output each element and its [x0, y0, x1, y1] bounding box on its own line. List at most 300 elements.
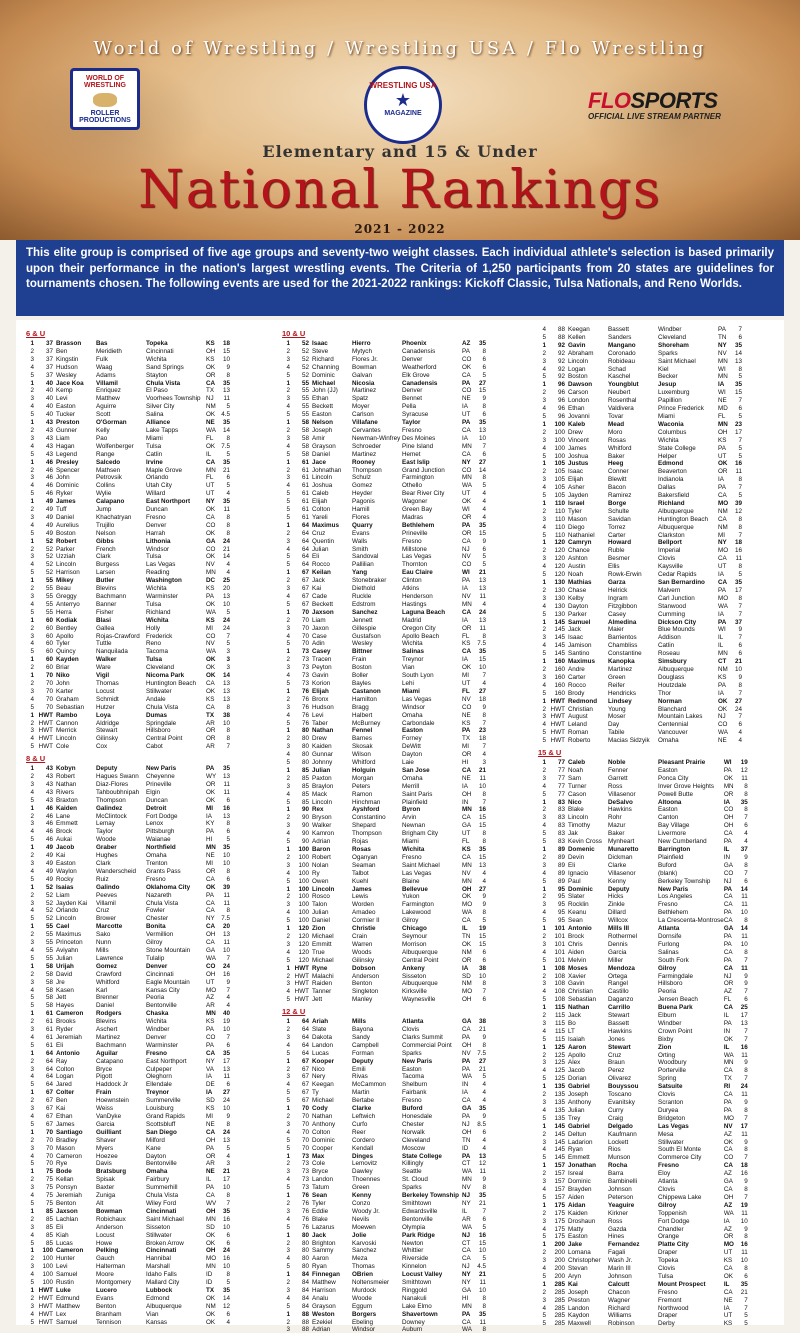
cell-last-name: Robinson: [608, 1320, 635, 1328]
cell-state: PA: [462, 1057, 471, 1065]
ranking-row: [24, 1184, 230, 1192]
cell-rank: 2: [30, 1097, 34, 1105]
cell-points: 27: [478, 885, 486, 893]
cell-last-name: Fennel: [352, 727, 373, 735]
cell-last-name: Blewitt: [608, 476, 627, 484]
cell-state: IA: [718, 381, 725, 389]
cell-city: Kirksville: [402, 988, 427, 996]
cell-weight: 70: [45, 1152, 53, 1160]
cell-state: IN: [723, 1027, 731, 1035]
cell-first-name: Isaac: [568, 468, 584, 476]
cell-rank: 2: [542, 972, 546, 980]
cell-first-name: Benton: [56, 1199, 76, 1207]
cell-state: IA: [462, 656, 468, 664]
cell-city: Norwalk: [402, 1128, 425, 1136]
cell-first-name: Jeremiah: [56, 1192, 82, 1200]
cell-points: 14: [222, 672, 230, 680]
rankings-body: [16, 320, 784, 1334]
ranking-row: [280, 451, 486, 459]
ranking-row: [280, 514, 486, 522]
cell-rank: 5: [542, 492, 546, 500]
cell-weight: 61: [301, 458, 309, 466]
cell-last-name: Williams: [608, 1312, 632, 1320]
cell-last-name: Windsor: [352, 1326, 376, 1334]
cell-state: IA: [462, 403, 468, 411]
cell-points: 16: [478, 806, 486, 814]
cell-state: CA: [206, 923, 216, 931]
cell-state: CA: [462, 371, 471, 379]
cell-last-name: Curry: [608, 1106, 624, 1114]
cell-points: 10: [740, 940, 748, 948]
cell-points: 8: [744, 782, 748, 790]
cell-city: Denver: [402, 355, 423, 363]
cell-points: 15: [478, 387, 486, 395]
cell-first-name: Tyler: [568, 507, 582, 515]
cell-first-name: Adrian: [312, 1326, 331, 1334]
cell-rank: 3: [286, 901, 290, 909]
ranking-row: [536, 901, 748, 909]
cell-first-name: Mack: [312, 790, 328, 798]
cell-rank: 3: [30, 355, 34, 363]
cell-last-name: Schad: [608, 365, 626, 373]
cell-points: 14: [222, 553, 230, 561]
ranking-row: [280, 1097, 486, 1105]
cell-state: MN: [206, 1263, 216, 1271]
cell-first-name: Julian: [312, 909, 329, 917]
cell-city: Wichita: [658, 436, 679, 444]
cell-first-name: Ignacio: [568, 869, 589, 877]
cell-state: MI: [206, 804, 213, 812]
cell-first-name: Kingstin: [56, 355, 79, 363]
cell-state: OK: [206, 553, 216, 561]
cell-city: Crown Point: [658, 1027, 693, 1035]
cell-weight: 76: [301, 711, 309, 719]
cell-rank: 3: [542, 555, 546, 563]
cell-first-name: Kevin Cross: [568, 838, 602, 846]
cell-weight: 95: [557, 885, 565, 893]
cell-rank: 1: [542, 964, 546, 972]
cell-first-name: Ethan: [56, 1113, 73, 1120]
cell-last-name: Aschert: [96, 1026, 118, 1034]
cell-state: PA: [723, 1019, 732, 1027]
ranking-row: [536, 1099, 748, 1107]
cell-last-name: Helrick: [608, 586, 628, 594]
ranking-row: [536, 996, 748, 1004]
ranking-row: [24, 640, 230, 648]
cell-rank: 4: [542, 1146, 546, 1154]
cell-points: 38: [478, 964, 486, 972]
page-title: National Rankings: [138, 160, 662, 220]
cell-rank: 5: [286, 490, 290, 498]
cell-first-name: Hunter: [56, 1255, 75, 1263]
cell-state: OH: [206, 970, 216, 978]
cell-last-name: Bouyssou: [608, 1083, 639, 1091]
cell-city: Woodbury: [658, 1059, 687, 1067]
ranking-row: [24, 522, 230, 530]
cell-state: PA: [718, 444, 726, 452]
cell-last-name: Range: [96, 450, 115, 458]
cell-weight: 92: [557, 357, 565, 365]
cell-points: 15: [734, 389, 742, 397]
cell-rank: 1: [286, 687, 290, 695]
cell-first-name: Tracen: [312, 656, 332, 664]
cell-first-name: Baron: [312, 846, 331, 853]
cell-city: Canadensis: [402, 347, 436, 355]
cell-first-name: Moses: [568, 964, 588, 972]
cell-points: 5: [738, 571, 742, 579]
ranking-row: [24, 680, 230, 688]
cell-first-name: Jace Koa: [56, 379, 84, 387]
cell-last-name: Sandy: [352, 1033, 370, 1041]
cell-points: 7: [738, 610, 742, 618]
cell-first-name: Jace: [312, 458, 327, 466]
cell-state: OH: [462, 1041, 472, 1049]
cell-weight: 145: [554, 634, 565, 642]
cell-points: 4: [482, 600, 486, 608]
cell-state: KS: [206, 585, 215, 593]
ranking-row: [24, 625, 230, 633]
cell-weight: 67: [301, 1097, 309, 1105]
ranking-row: [24, 538, 230, 546]
cell-points: 40: [222, 1010, 230, 1018]
cell-city: Richland: [146, 608, 171, 616]
season-label: 2021 - 2022: [354, 222, 446, 236]
cell-last-name: Johnson: [608, 1185, 632, 1193]
cell-city: Farmingdale: [658, 972, 693, 980]
cell-city: Brigham City: [402, 830, 439, 838]
cell-points: 6: [226, 796, 230, 804]
cell-city: Tacoma: [402, 1073, 425, 1081]
cell-first-name: Kaiden: [568, 1209, 588, 1217]
cell-weight: 43: [45, 773, 53, 781]
cell-rank: 5: [286, 1049, 290, 1057]
cell-city: Kansas: [146, 1318, 168, 1326]
cell-rank: 4: [542, 326, 546, 333]
ranking-row: [536, 658, 742, 666]
cell-rank: 5: [30, 1081, 34, 1089]
cell-first-name: Max: [312, 1152, 325, 1160]
cell-last-name: Hawkins: [608, 1027, 632, 1035]
cell-city: Central Point: [402, 956, 439, 964]
cell-points: 35: [734, 341, 742, 349]
cell-points: 8: [482, 1184, 486, 1192]
cell-rank: 3: [542, 713, 546, 721]
ranking-row: [280, 593, 486, 601]
cell-state: GA: [462, 1105, 472, 1113]
cell-weight: 285: [554, 1288, 565, 1296]
cell-first-name: Hagan: [56, 442, 75, 450]
cell-rank: 3: [542, 476, 546, 484]
cell-rank: 3: [542, 594, 546, 602]
ranking-row: [536, 516, 742, 524]
cell-state: KS: [206, 616, 215, 624]
cell-points: 6: [226, 474, 230, 482]
ranking-row: [280, 633, 486, 641]
cell-rank: 2: [286, 1026, 290, 1034]
cell-last-name: Davis: [96, 1160, 112, 1168]
cell-weight: 100: [298, 885, 309, 893]
cell-points: 6: [482, 1215, 486, 1223]
cell-last-name: Jump: [96, 506, 112, 514]
cell-weight: 108: [554, 980, 565, 988]
cell-state: OR: [206, 1152, 216, 1160]
cell-rank: 2: [542, 1012, 546, 1020]
cell-state: OH: [206, 1136, 216, 1144]
ranking-row: [280, 1184, 486, 1192]
cell-city: Imperial: [658, 547, 681, 555]
cell-state: KS: [462, 640, 471, 648]
cell-city: Tulsa: [146, 442, 162, 450]
cell-state: IL: [718, 642, 724, 650]
cell-rank: 1: [286, 885, 290, 893]
cell-state: NE: [206, 852, 215, 860]
cell-rank: 1: [286, 569, 290, 577]
cell-last-name: Khachatryan: [96, 513, 132, 521]
cell-first-name: Kaiden: [312, 743, 332, 751]
cell-city: Moscow: [402, 1144, 426, 1152]
cell-points: 11: [741, 901, 748, 909]
cell-first-name: Sean: [568, 917, 583, 925]
cell-city: Kane: [146, 1144, 161, 1152]
cell-weight: 67: [45, 1120, 53, 1128]
cell-city: Kaysville: [658, 563, 683, 571]
cell-last-name: Eggum: [352, 1302, 372, 1310]
cell-points: 8: [482, 909, 486, 917]
cell-weight: 46: [45, 490, 53, 498]
cell-last-name: Sanders: [608, 333, 632, 341]
cell-points: 10: [740, 1217, 748, 1225]
cell-weight: 95: [557, 893, 565, 901]
cell-weight: 46: [45, 458, 53, 466]
cell-first-name: Owen: [312, 877, 329, 885]
cell-state: OR: [462, 529, 472, 537]
cell-state: WA: [462, 1168, 472, 1176]
cell-rank: 3: [286, 1073, 290, 1081]
cell-last-name: VanDyke: [96, 1113, 122, 1120]
cell-points: 7.5: [221, 915, 230, 923]
cell-last-name: Sako: [96, 931, 111, 939]
cell-first-name: Elijah: [568, 476, 584, 484]
cell-weight: 70: [45, 1144, 53, 1152]
ranking-row: [24, 1240, 230, 1248]
cell-city: Dornsife: [658, 932, 682, 940]
cell-first-name: Lucas: [56, 1239, 73, 1247]
cell-rank: 4: [542, 822, 546, 830]
cell-rank: 2: [30, 931, 34, 939]
cell-points: 7.5: [477, 640, 486, 648]
cell-state: MO: [723, 1241, 734, 1249]
cell-points: 4: [738, 729, 742, 737]
ranking-row: [536, 838, 748, 846]
cell-first-name: Austin: [568, 563, 586, 571]
ranking-row: [536, 437, 742, 445]
ranking-row: [24, 482, 230, 490]
cell-last-name: Ruckle: [352, 593, 372, 600]
cell-last-name: Blevins: [96, 1018, 117, 1026]
cell-rank: 3: [542, 1059, 546, 1067]
cell-weight: 52: [301, 347, 309, 355]
ranking-row: [536, 870, 748, 878]
cell-points: 5: [482, 561, 486, 569]
cell-last-name: Fitzgibbon: [608, 602, 638, 610]
ranking-row: [536, 366, 742, 374]
cell-last-name: Ruble: [608, 547, 625, 555]
cell-city: Stayton: [146, 371, 168, 379]
cell-points: 8: [738, 563, 742, 571]
cell-first-name: Droshaun: [568, 1217, 596, 1225]
cell-last-name: Frain: [352, 656, 367, 664]
cell-points: 4: [482, 1144, 486, 1152]
cell-last-name: Tabile: [608, 729, 625, 737]
cell-state: NJ: [462, 1263, 470, 1271]
cell-state: NV: [462, 1049, 471, 1057]
cell-first-name: Gavin: [312, 672, 329, 680]
cell-last-name: Branham: [96, 1310, 122, 1318]
cell-city: Elgin: [146, 788, 161, 796]
cell-points: 24: [222, 624, 230, 632]
cell-weight: 85: [45, 1223, 53, 1231]
cell-first-name: Deltun: [568, 1130, 587, 1138]
cell-first-name: Lincoln: [568, 357, 588, 365]
ranking-row: [280, 664, 486, 672]
cell-weight: 145: [554, 626, 565, 634]
cell-first-name: Harrison: [56, 569, 80, 577]
cell-state: WA: [718, 602, 728, 610]
logo-center-line2: MAGAZINE: [384, 110, 422, 117]
cell-rank: 5: [30, 529, 34, 537]
cell-state: CO: [206, 545, 216, 553]
cell-weight: HWT: [294, 980, 309, 988]
cell-weight: 130: [554, 586, 565, 594]
cell-weight: 100: [554, 436, 565, 444]
cell-weight: 135: [554, 1091, 565, 1099]
cell-last-name: Lewis: [352, 893, 369, 901]
cell-weight: 55: [45, 923, 53, 931]
cell-city: Beaverton: [658, 468, 687, 476]
cell-state: OK: [206, 600, 216, 608]
cell-first-name: Maximus: [568, 658, 595, 666]
cell-first-name: Cason: [568, 790, 587, 798]
cell-weight: 58: [45, 970, 53, 978]
cell-points: 10: [478, 972, 486, 980]
cell-city: Hannibal: [146, 1255, 171, 1263]
cell-rank: 5: [542, 452, 546, 460]
cell-weight: 70: [301, 640, 309, 648]
cell-rank: 1: [542, 697, 546, 705]
cell-points: 11: [223, 506, 230, 514]
ranking-row: [536, 933, 748, 941]
cell-weight: 175: [554, 1209, 565, 1217]
cell-rank: 5: [286, 1302, 290, 1310]
logo-left-line1: WORLD OF WRESTLING: [84, 75, 126, 89]
cell-city: Auburn: [402, 1326, 423, 1334]
cell-state: OK: [206, 672, 216, 680]
cell-rank: 1: [286, 766, 290, 774]
cell-weight: 73: [301, 1160, 309, 1168]
cell-state: OR: [206, 371, 216, 379]
cell-rank: 2: [542, 705, 546, 713]
cell-rank: 5: [542, 571, 546, 579]
ranking-row: [536, 1178, 748, 1186]
cell-first-name: Princeton: [56, 939, 83, 947]
cell-rank: 1: [542, 885, 546, 893]
cell-rank: 2: [286, 1113, 290, 1120]
cell-rank: 2: [286, 1279, 290, 1287]
ranking-row: [536, 1020, 748, 1028]
cell-rank: 3: [542, 1138, 546, 1146]
cell-last-name: Bassett: [608, 1019, 629, 1027]
cell-points: 10: [478, 434, 486, 442]
ranking-row: [24, 1081, 230, 1089]
cell-first-name: Rye: [56, 1160, 68, 1168]
cell-first-name: Aiden: [568, 1193, 585, 1201]
cell-state: ID: [206, 1279, 213, 1287]
ranking-row: [536, 539, 742, 547]
cell-points: 5: [226, 640, 230, 648]
cell-points: 17: [222, 1057, 230, 1065]
cell-weight: 52: [45, 883, 53, 891]
cell-state: PA: [206, 1026, 214, 1034]
cell-weight: 105: [554, 476, 565, 484]
cell-last-name: Curfo: [352, 1120, 368, 1128]
cell-rank: 2: [30, 1255, 34, 1263]
ranking-row: [280, 878, 486, 886]
cell-last-name: Nevils: [352, 1215, 370, 1223]
cell-first-name: Kaydon: [568, 1312, 590, 1320]
cell-rank: 3: [30, 1026, 34, 1034]
cell-rank: 5: [286, 956, 290, 964]
cell-rank: 3: [286, 743, 290, 751]
cell-last-name: Deputy: [96, 765, 118, 773]
cell-rank: 3: [286, 1120, 290, 1128]
cell-weight: 100: [298, 893, 309, 901]
cell-first-name: Dorian: [568, 1075, 587, 1083]
cell-last-name: Dennis: [608, 940, 628, 948]
cell-points: 16: [222, 970, 230, 978]
cell-weight: 160: [554, 673, 565, 681]
cell-weight: 77: [557, 782, 565, 790]
intro-banner: [16, 240, 784, 316]
cell-first-name: Rocco: [568, 681, 586, 689]
cell-rank: 4: [286, 711, 290, 719]
cell-rank: 2: [542, 893, 546, 901]
cell-city: Dumas: [146, 711, 167, 719]
cell-last-name: Clarke: [352, 1105, 372, 1113]
ranking-row: [24, 617, 230, 625]
cell-last-name: Tovar: [608, 412, 624, 420]
cell-rank: 1: [542, 579, 546, 586]
cell-weight: HWT: [294, 988, 309, 996]
cell-last-name: Villasenor: [608, 869, 636, 877]
cell-weight: 67: [301, 600, 309, 608]
cell-weight: 37: [45, 371, 53, 379]
cell-state: WA: [462, 482, 472, 490]
ranking-row: [536, 698, 742, 706]
cell-last-name: Nicosia: [352, 379, 375, 387]
cell-state: UT: [462, 830, 471, 838]
cell-last-name: Worden: [352, 901, 374, 909]
cell-state: GA: [723, 1178, 733, 1186]
cell-city: Orlando: [146, 474, 169, 482]
cell-state: AZ: [723, 1201, 733, 1209]
cell-state: CA: [206, 679, 215, 687]
ranking-row: [280, 482, 486, 490]
cell-state: IA: [723, 1217, 730, 1225]
cell-weight: 61: [45, 1018, 53, 1026]
cell-first-name: Maxwell: [568, 1320, 591, 1328]
cell-last-name: Daganzo: [608, 996, 634, 1004]
cell-rank: 5: [286, 553, 290, 561]
